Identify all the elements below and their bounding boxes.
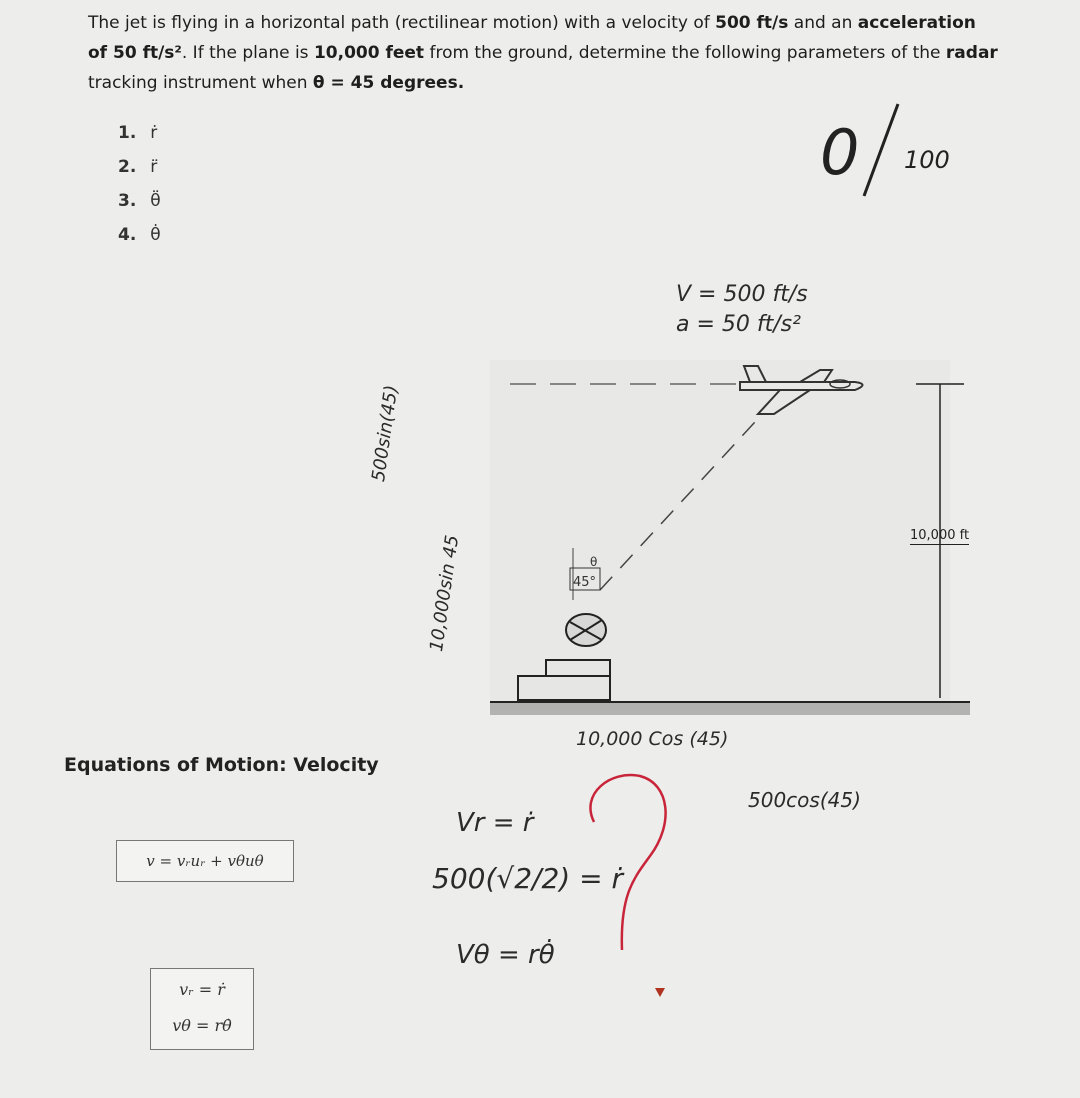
note-cos: 500cos(45)	[748, 788, 861, 812]
vr-equation: vᵣ = ṙ	[179, 980, 225, 999]
problem-line-2: of 50 ft/s². If the plane is 10,000 feet from the ground, determine the following parameters of the radar	[88, 43, 998, 63]
red-dot	[652, 984, 668, 1000]
problem-line-3: tracking instrument when θ = 45 degrees.	[88, 73, 465, 93]
vtheta-equation: vθ = rθ̇	[172, 1016, 232, 1035]
note-vr: Vr = ṙ	[456, 808, 534, 838]
problem-statement	[88, 8, 1048, 98]
question-item: 2. r̈	[118, 157, 158, 177]
height-label: 10,000 ft	[910, 528, 970, 543]
note-acceleration: a = 50 ft/s²	[676, 312, 801, 337]
note-horizontal: 10,000 Cos (45)	[576, 728, 729, 750]
note-substitution: 500(√2/2) = ṙ	[432, 862, 623, 895]
question-item: 3. θ̈	[118, 191, 161, 211]
theta-label: θ	[590, 555, 598, 569]
note-vtheta: Vθ = rθ̇	[456, 940, 555, 970]
note-velocity: V = 500 ft/s	[676, 282, 808, 307]
grade-score	[812, 96, 982, 206]
note-side-a: 500sin(45)	[368, 383, 403, 483]
velocity-vector-equation: v = vᵣuᵣ + vθuθ	[116, 840, 294, 882]
question-list	[118, 116, 161, 252]
equations-title: Equations of Motion: Velocity	[64, 754, 379, 776]
problem-line-1: The jet is flying in a horizontal path (rectilinear motion) with a velocity of 500 ft/s and an acceleration	[88, 13, 976, 33]
grade-score-value: 0	[820, 116, 860, 189]
radar-diagram	[470, 300, 990, 750]
grade-slash	[864, 104, 898, 196]
red-question-mark	[570, 764, 680, 964]
velocity-component-equations	[150, 968, 254, 1050]
question-item: 1. ṙ	[118, 123, 158, 143]
grade-score-total: 100	[904, 146, 950, 174]
note-side-b: 10,000sin 45	[426, 533, 464, 653]
diagram-background	[490, 360, 950, 710]
ground-hatch	[490, 703, 970, 715]
question-item: 4. θ̇	[118, 225, 161, 245]
angle-label: 45°	[573, 575, 597, 590]
